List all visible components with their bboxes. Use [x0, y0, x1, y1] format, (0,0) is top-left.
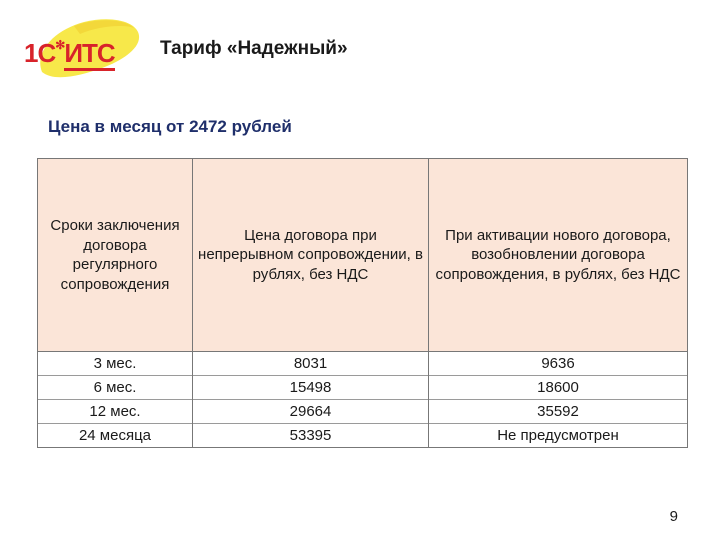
- table-row: [38, 424, 688, 448]
- tariff-table: [37, 158, 688, 448]
- header-term: Сроки заключения договора регулярного сопровождения: [38, 159, 193, 352]
- price-subtitle: Цена в месяц от 2472 рублей: [48, 117, 292, 136]
- activation-price-cell: 35592: [429, 400, 688, 424]
- logo-1c-its: [14, 12, 146, 84]
- term-cell: 3 мес.: [38, 352, 193, 376]
- table-row: [38, 352, 688, 376]
- logo-star-icon: ✻: [55, 38, 65, 52]
- continuous-price-cell: 29664: [193, 400, 429, 424]
- table-row: [38, 400, 688, 424]
- continuous-price-cell: 15498: [193, 376, 429, 400]
- term-cell: 12 мес.: [38, 400, 193, 424]
- logo-1c-text: 1С: [24, 38, 56, 68]
- term-cell: 6 мес.: [38, 376, 193, 400]
- page-number: 9: [669, 508, 678, 525]
- activation-price-cell: 18600: [429, 376, 688, 400]
- table-row: [38, 376, 688, 400]
- continuous-price-cell: 53395: [193, 424, 429, 448]
- continuous-price-cell: 8031: [193, 352, 429, 376]
- activation-price-cell: 9636: [429, 352, 688, 376]
- activation-price-cell: Не предусмотрен: [429, 424, 688, 448]
- page-title: Тариф «Надежный»: [160, 38, 348, 59]
- term-cell: 24 месяца: [38, 424, 193, 448]
- logo-text: [24, 38, 115, 69]
- header-continuous-price: Цена договора при непрерывном сопровождении, в рублях, без НДС: [193, 159, 429, 352]
- logo-its-text: ИТС: [64, 38, 114, 71]
- header-activation-price: При активации нового договора, возобновлении договора сопровождения, в рублях, без НДС: [429, 159, 688, 352]
- table-header-row: [38, 159, 688, 352]
